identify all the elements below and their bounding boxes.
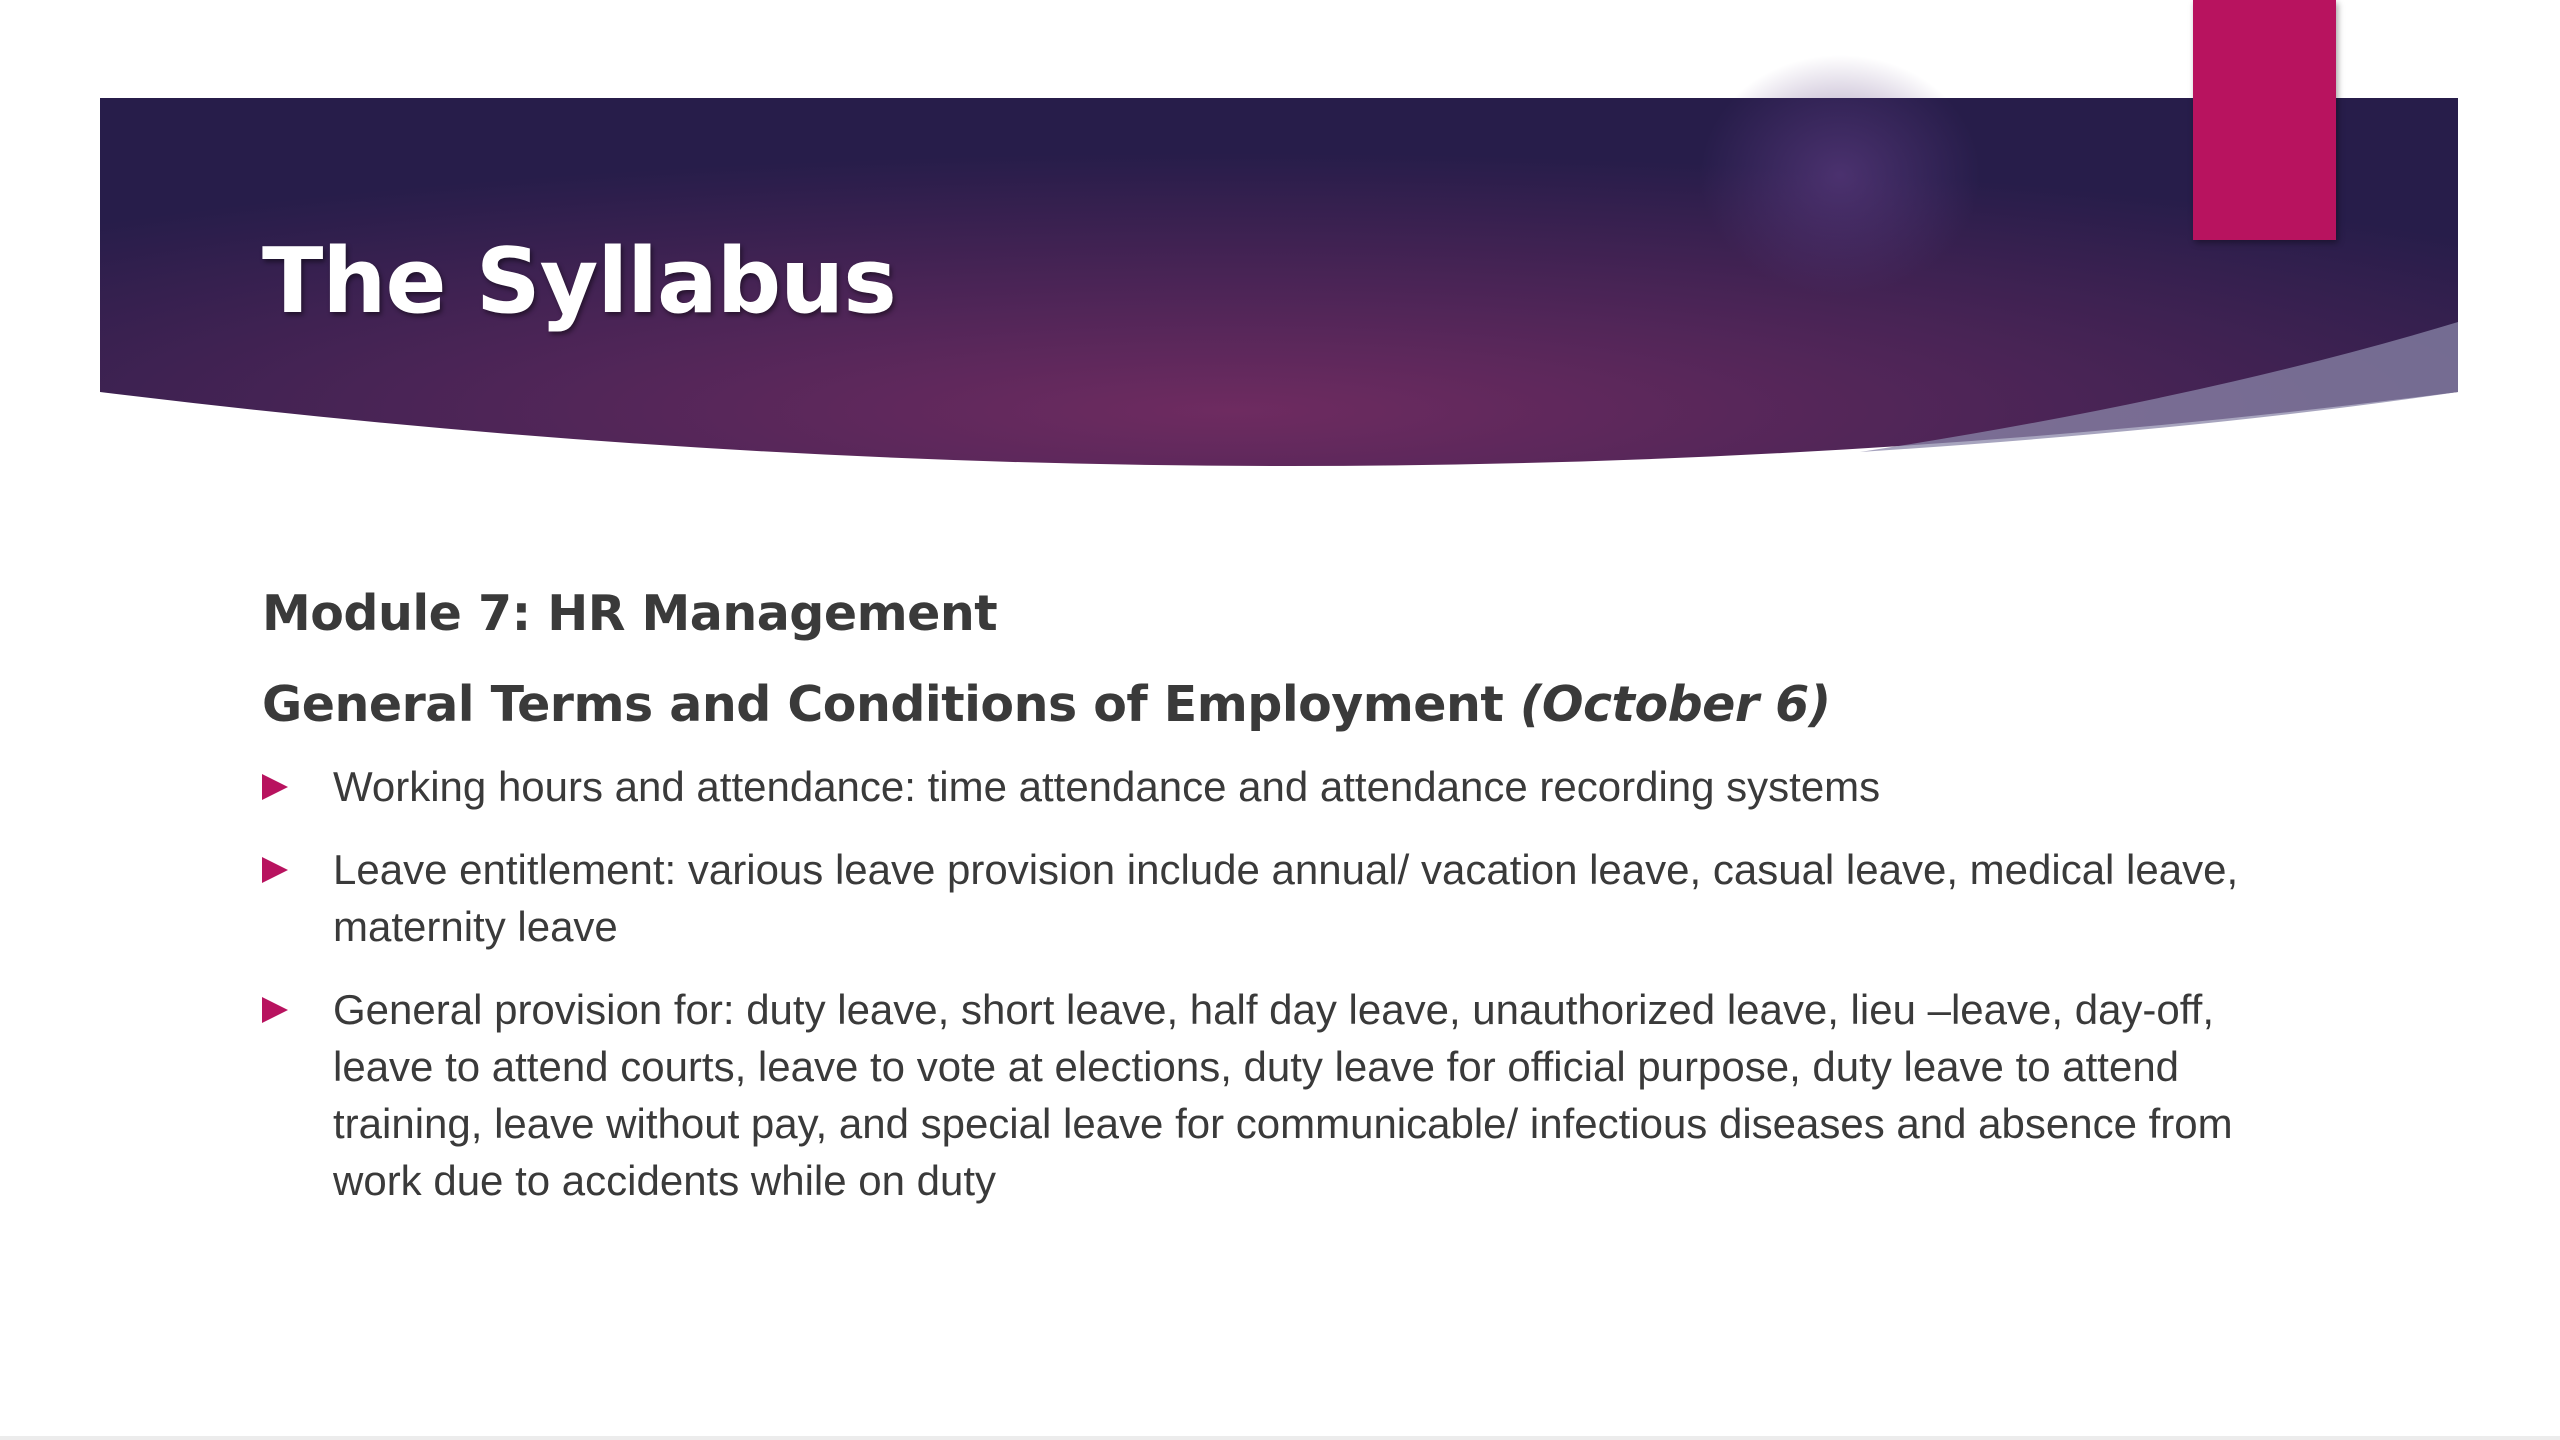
list-item	[262, 981, 2252, 1209]
slide-content	[262, 575, 2262, 1235]
bullet-list	[262, 758, 2262, 1209]
section-heading	[262, 666, 2262, 744]
list-item	[262, 758, 2252, 815]
section-date: (October 6)	[1519, 676, 1831, 733]
triangle-right-icon	[262, 774, 288, 800]
bullet-text: Leave entitlement: various leave provision include annual/ vacation leave, casual leave, medical leave, maternity leave	[333, 846, 2239, 950]
triangle-right-icon	[262, 857, 288, 883]
slide-title: The Syllabus	[262, 229, 896, 334]
triangle-right-icon	[262, 997, 288, 1023]
accent-tab	[2193, 0, 2336, 240]
slide-bottom-edge	[0, 1436, 2560, 1440]
module-heading: Module 7: HR Management	[262, 585, 998, 642]
list-item	[262, 841, 2252, 955]
banner-highlight	[1700, 55, 1980, 295]
section-heading-text: General Terms and Conditions of Employment	[262, 676, 1504, 733]
bullet-text: General provision for: duty leave, short leave, half day leave, unauthorized leave, lieu –leave, day-off, leave to attend courts, leave to vote at elections, duty leave for official purpose, duty leave to attend training, leave without pay, and special leave for communicable/ infectious diseases and absence from work due to accidents while on duty	[333, 986, 2233, 1204]
bullet-text: Working hours and attendance: time attendance and attendance recording systems	[333, 763, 1881, 810]
